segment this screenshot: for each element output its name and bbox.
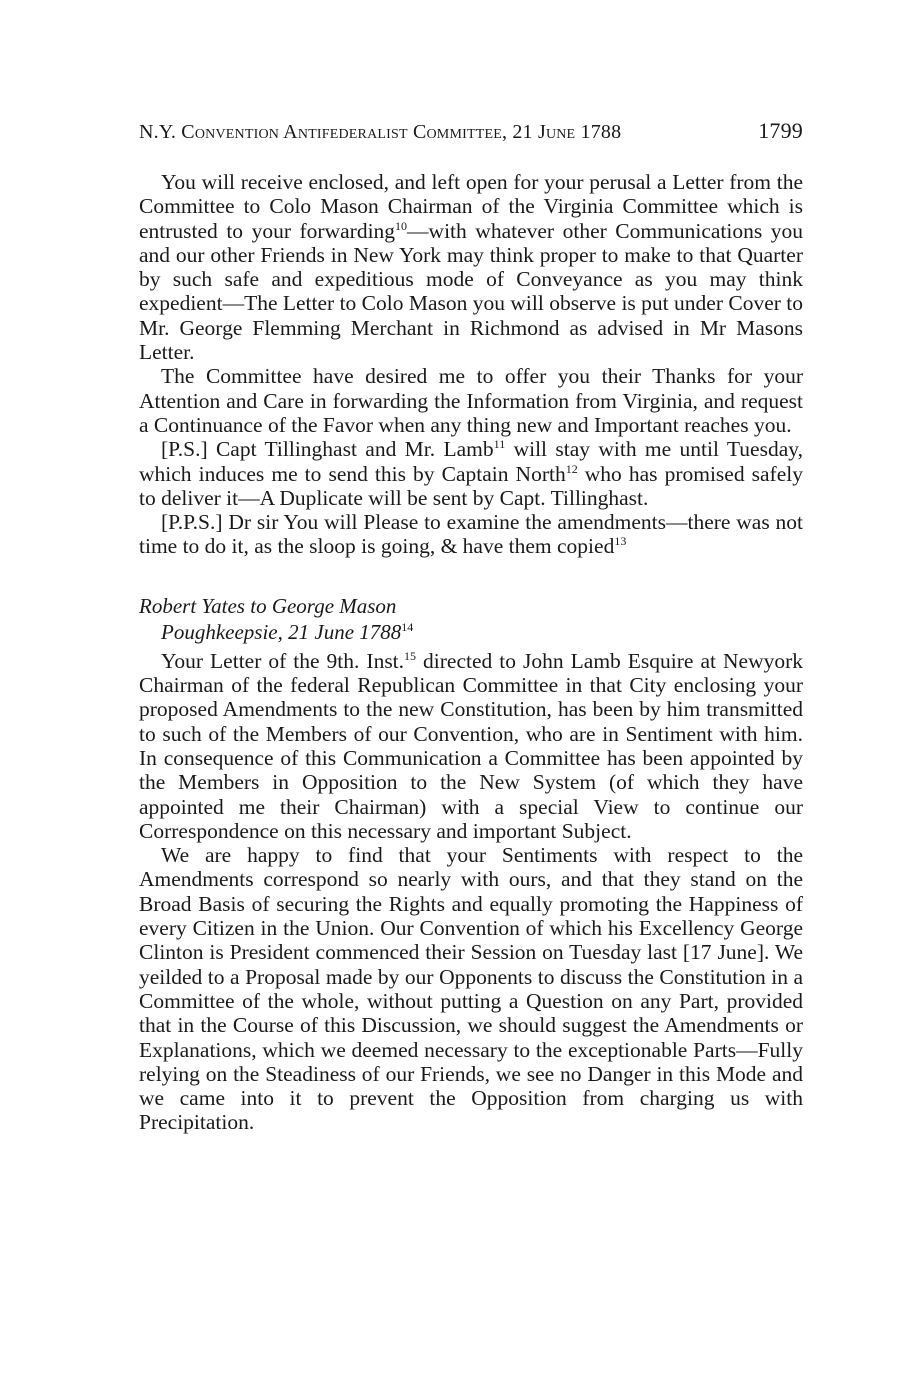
paragraph-text: [P.P.S.] Dr sir You will Please to examine the amendments—there was not time to do it, as the sloop is going, & have them copied (139, 510, 803, 559)
paragraph-text: [P.S.] Capt Tillinghast and Mr. Lamb (161, 437, 494, 462)
footnote-ref: 14 (401, 619, 414, 634)
paragraph-text: directed to John Lamb Esquire at Newyork Chairman of the federal Republican Committee in that City enclosing your proposed Amendments to the new Constitution, has been by him transmitted to such of the Members of our Convention, who are in Sentiment with him. In consequence of this Communication a Committee has been appointed by the Members in Opposition to the New System (of which they have appointed me their Chairman) with a special View to continue our Correspondence on this necessary and important Subject. (139, 648, 804, 843)
letter-heading (139, 593, 803, 645)
paragraph-text: who has promised safely to deliver it—A Duplicate will be sent by Capt. Tillinghast. (139, 461, 803, 510)
page-number: 1799 (758, 118, 803, 143)
paragraph-text: Your Letter of the 9th. Inst. (161, 648, 405, 673)
letter-dateline (139, 619, 803, 645)
footnote-ref: 12 (565, 461, 578, 476)
footnote-ref: 11 (493, 437, 506, 452)
letter-title: Robert Yates to George Mason (139, 593, 397, 618)
paragraph-text: —with whatever other Communications you and our other Friends in New York may think proper to make to that Quarter by such safe and expeditious mode of Conveyance as you may think expedient—The Letter to Colo Mason you will observe is put under Cover to Mr. George Flemming Merchant in Richmond as advised in Mr Masons Letter. (139, 218, 803, 365)
running-head-title: N.Y. Convention Antifederalist Committee, 21 June 1788 (139, 121, 622, 143)
paragraph: The Committee have desired me to offer you their Thanks for your Attention and Care in forwarding the Information from Virginia, and request a Continuance of the Favor when any thing new and Important reaches you. (139, 364, 803, 437)
footnote-ref: 15 (404, 648, 417, 663)
paragraph-text: will stay with me until Tuesday, which induces me to send this by Captain North (139, 437, 803, 486)
paragraph (139, 649, 803, 843)
footnote-ref: 10 (395, 218, 408, 233)
running-head (139, 118, 803, 152)
paragraph-text: You will receive enclosed, and left open for your perusal a Letter from the Committee to Colo Mason Chairman of the Virginia Committee which is entrusted to your forwarding (139, 170, 803, 243)
footnote-ref: 13 (614, 534, 627, 549)
post-postscript (139, 510, 803, 559)
paragraph: We are happy to find that your Sentiments with respect to the Amendments correspond so nearly with ours, and that they stand on the Broad Basis of securing the Rights and equally promoting the Happiness of every Citizen in the Union. Our Convention of which his Excellency George Clinton is President commenced their Session on Tuesday last [17 June]. We yeilded to a Proposal made by our Opponents to discuss the Constitution in a Committee of the whole, without putting a Question on any Part, provided that in the Course of this Discussion, we should suggest the Amendments or Explanations, which we deemed necessary to the exceptionable Parts—Fully relying on the Steadiness of our Friends, we see no Danger in this Mode and we came into it to prevent the Opposition from charging us with Precipitation. (139, 843, 803, 1135)
postscript (139, 437, 803, 510)
letter-continuation (139, 170, 803, 559)
letter-body (139, 649, 803, 1135)
paragraph (139, 170, 803, 364)
dateline-text: Poughkeepsie, 21 June 1788 (161, 619, 402, 644)
document-page (139, 118, 803, 1135)
